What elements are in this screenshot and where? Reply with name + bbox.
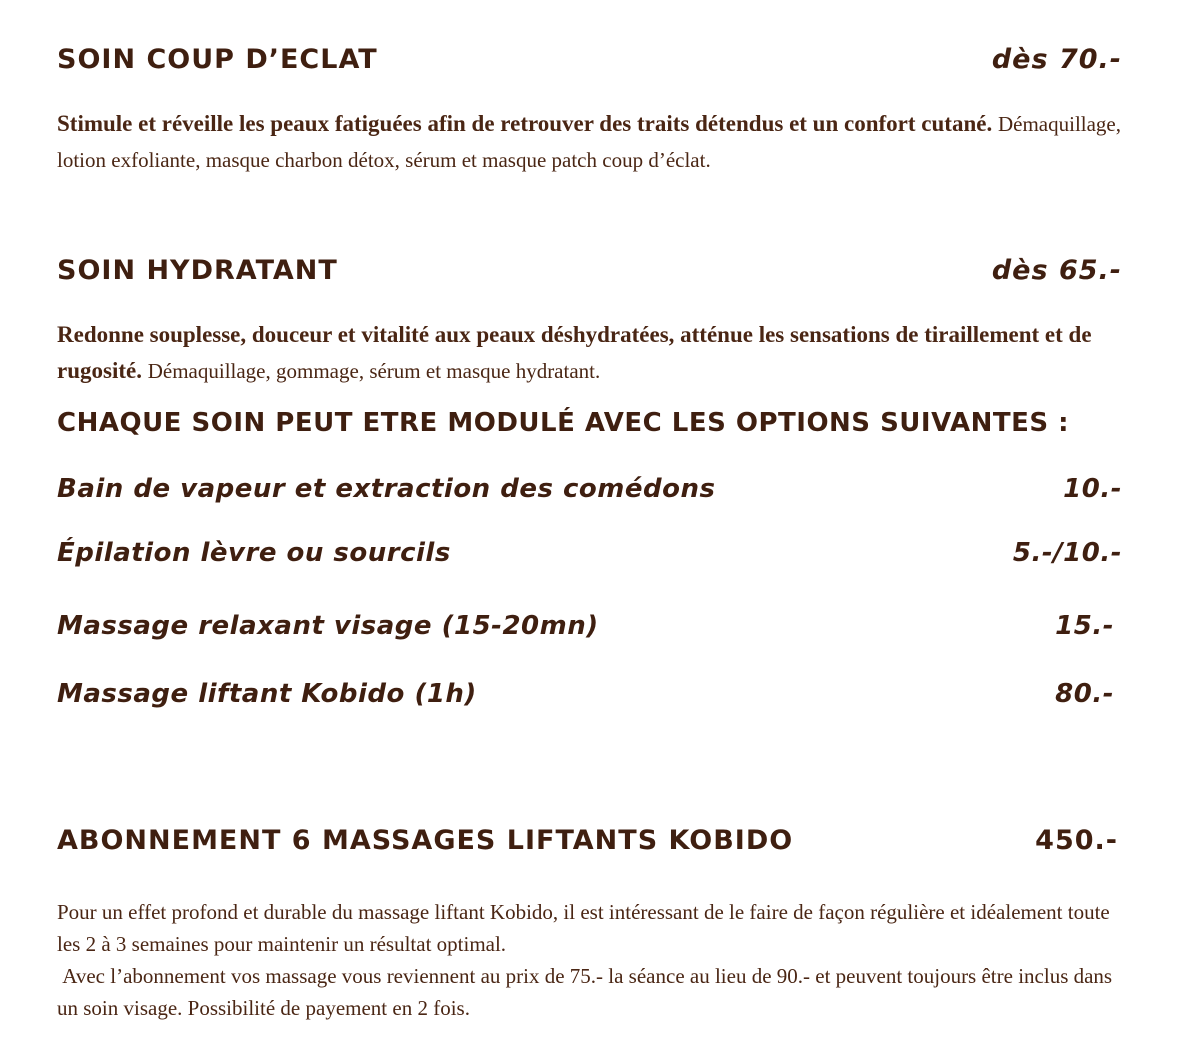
option-price: 10.- <box>1063 474 1122 504</box>
option-item <box>57 538 1122 568</box>
option-label: Massage liftant Kobido (1h) <box>57 679 477 709</box>
subscription-title: ABONNEMENT 6 MASSAGES LIFTANTS KOBIDO <box>57 825 794 856</box>
options-heading-row <box>57 408 1130 438</box>
section-title: SOIN HYDRATANT <box>57 255 338 286</box>
option-item <box>57 474 1122 504</box>
option-price: 5.-/10.- <box>1012 538 1122 568</box>
section-detail: Démaquillage, lotion exfoliante, masque charbon détox, sérum et masque patch coup d’éclat. <box>57 112 1122 172</box>
options-heading: CHAQUE SOIN PEUT ETRE MODULÉ AVEC LES OPTIONS SUIVANTES : <box>57 408 1070 438</box>
section-detail: Démaquillage, gommage, sérum et masque hydratant. <box>147 359 601 383</box>
section-description <box>57 317 1127 389</box>
option-label: Épilation lèvre ou sourcils <box>57 538 451 568</box>
section-price: dès 65.- <box>991 255 1122 286</box>
option-item <box>57 611 1114 641</box>
section-title: SOIN COUP D’ECLAT <box>57 44 378 75</box>
section-price: dès 70.- <box>991 44 1122 75</box>
option-item <box>57 679 1114 709</box>
subscription-price: 450.- <box>1035 825 1118 856</box>
section-header-soin-hydratant <box>57 255 1122 286</box>
option-label: Bain de vapeur et extraction des comédons <box>57 474 716 504</box>
option-label: Massage relaxant visage (15-20mn) <box>57 611 599 641</box>
subscription-paragraph: Avec l’abonnement vos massage vous reviennent au prix de 75.- la séance au lieu de 90.- et peuvent toujours être inclus dans un soin visage. Possibilité de payement en 2 fois. <box>57 964 1118 1020</box>
section-description <box>57 106 1127 178</box>
option-price: 15.- <box>1055 611 1114 641</box>
section-lead: Redonne souplesse, douceur et vitalité aux peaux déshydratées, atténue les sensations de tiraillement et de rugosité. <box>57 322 1092 383</box>
subscription-description <box>57 896 1132 1024</box>
section-header-soin-coup-eclat <box>57 44 1122 75</box>
section-lead: Stimule et réveille les peaux fatiguées afin de retrouver des traits détendus et un confort cutané. <box>57 111 993 136</box>
subscription-header <box>57 825 1118 856</box>
subscription-paragraph: Pour un effet profond et durable du massage liftant Kobido, il est intéressant de le faire de façon régulière et idéalement toute les 2 à 3 semaines pour maintenir un résultat optimal. <box>57 900 1110 956</box>
option-price: 80.- <box>1055 679 1114 709</box>
